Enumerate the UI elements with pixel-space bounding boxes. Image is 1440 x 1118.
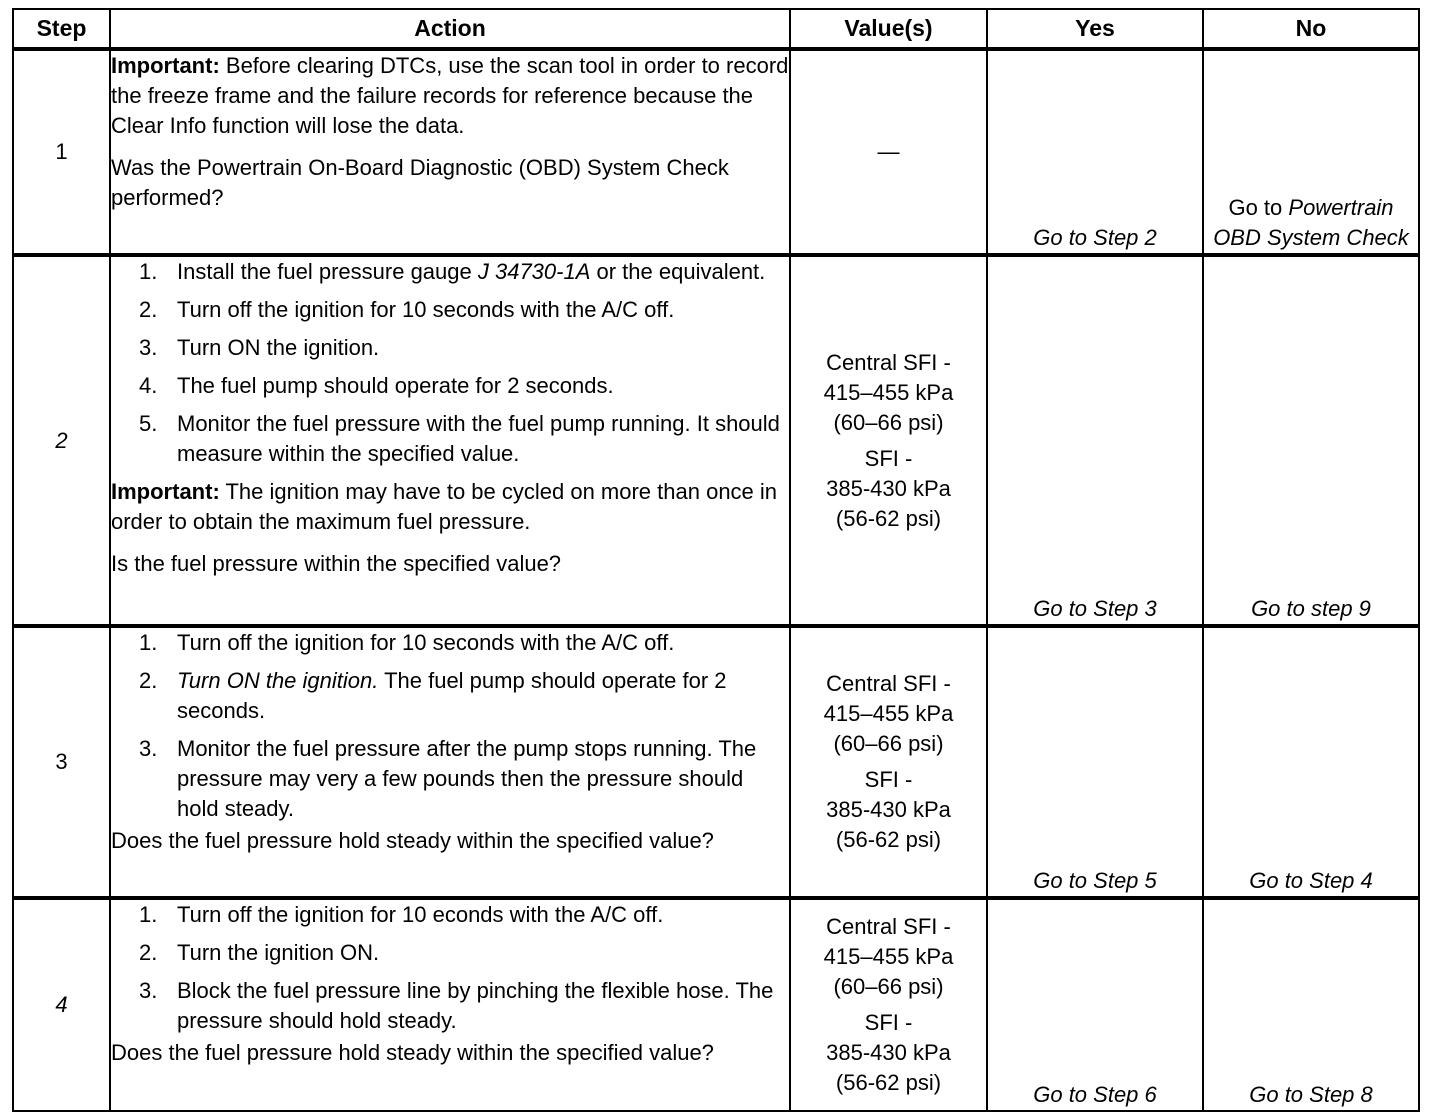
header-values: Value(s) [790, 9, 987, 49]
tool-number: J 34730-1A [477, 259, 591, 284]
step-list [111, 900, 789, 1036]
question: Was the Powertrain On-Board Diagnostic (OBD) System Check performed? [111, 155, 729, 210]
table-row-step-3 [13, 626, 1419, 898]
step-number: 3 [13, 626, 110, 898]
list-item: 1. Install the fuel pressure gauge J 34730-1A or the equivalent. [139, 259, 766, 284]
table-row-step-4 [13, 898, 1419, 1111]
list-item: 3. Monitor the fuel pressure after the pump stops running. The pressure may very a few pounds then the pressure should hold steady. [139, 736, 757, 821]
list-item: 2. Turn off the ignition for 10 seconds with the A/C off. [139, 297, 675, 322]
value-group-central-sfi: Central SFI - 415–455 kPa (60–66 psi) [823, 914, 954, 999]
yes-cell: Go to Step 5 [987, 626, 1203, 898]
step-number: 4 [13, 898, 110, 1111]
list-item: 4. The fuel pump should operate for 2 seconds. [139, 373, 614, 398]
yes-cell: Go to Step 6 [987, 898, 1203, 1111]
list-item: 3. Block the fuel pressure line by pinching the flexible hose. The pressure should hold steady. [139, 978, 774, 1033]
step-number: 1 [13, 49, 110, 255]
header-step: Step [13, 9, 110, 49]
question: Does the fuel pressure hold steady within the specified value? [111, 1040, 714, 1065]
list-item: 1. Turn off the ignition for 10 seconds with the A/C off. [139, 630, 675, 655]
list-item: 2. Turn the ignition ON. [139, 940, 380, 965]
value-group-central-sfi: Central SFI - 415–455 kPa (60–66 psi) [823, 671, 954, 756]
action-cell [110, 626, 790, 898]
header-action: Action [110, 9, 790, 49]
value-group-sfi: SFI - 385-430 kPa (56-62 psi) [826, 445, 951, 531]
important-note: Important: Before clearing DTCs, use the scan tool in order to record the freeze frame and the failure records for reference because the Clear Info function will lose the data. [111, 53, 789, 138]
header-yes: Yes [987, 9, 1203, 49]
header-row [13, 9, 1419, 49]
value-cell [790, 49, 987, 255]
yes-cell: Go to Step 3 [987, 255, 1203, 626]
value-cell [790, 898, 987, 1111]
step-list [111, 628, 789, 824]
value-cell [790, 255, 987, 626]
action-cell [110, 898, 790, 1111]
no-cell: Go to Step 8 [1203, 898, 1419, 1111]
no-cell: Go to Powertrain OBD System Check [1203, 49, 1419, 255]
diagnostic-table [12, 8, 1420, 1112]
list-item: 3. Turn ON the ignition. [139, 335, 380, 360]
value-group-sfi: SFI - 385-430 kPa (56-62 psi) [826, 767, 951, 852]
action-cell [110, 49, 790, 255]
list-item: 1. Turn off the ignition for 10 econds with the A/C off. [139, 902, 664, 927]
value-group-central-sfi: Central SFI - 415–455 kPa (60–66 psi) [823, 349, 954, 435]
table-row-step-2 [13, 255, 1419, 626]
yes-cell: Go to Step 2 [987, 49, 1203, 255]
value-group-sfi: SFI - 385-430 kPa (56-62 psi) [826, 1010, 951, 1095]
table-row-step-1 [13, 49, 1419, 255]
list-item: 2. Turn ON the ignition. The fuel pump should operate for 2 seconds. [139, 668, 727, 723]
question: Does the fuel pressure hold steady within the specified value? [111, 828, 714, 853]
important-note: Important: The ignition may have to be cycled on more than once in order to obtain the maximum fuel pressure. [111, 479, 778, 534]
list-item: 5. Monitor the fuel pressure with the fuel pump running. It should measure within the specified value. [139, 411, 780, 466]
action-cell [110, 255, 790, 626]
no-cell: Go to step 9 [1203, 255, 1419, 626]
value-cell [790, 626, 987, 898]
step-list [111, 257, 789, 469]
header-no: No [1203, 9, 1419, 49]
step-number: 2 [13, 255, 110, 626]
no-cell: Go to Step 4 [1203, 626, 1419, 898]
value-dash: — [877, 139, 900, 164]
question: Is the fuel pressure within the specified value? [111, 551, 562, 576]
